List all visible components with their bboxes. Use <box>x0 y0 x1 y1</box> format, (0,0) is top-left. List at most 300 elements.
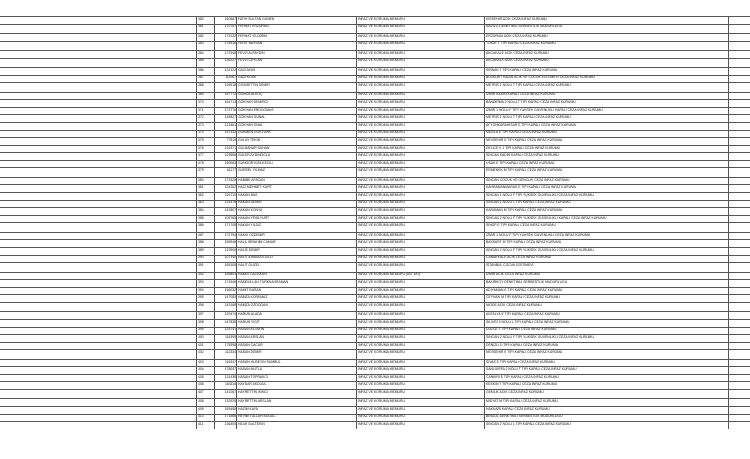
table-row <box>0 16 750 24</box>
table-row <box>0 222 750 231</box>
institution-name: SANLIURFA 2 NOLU T TIPI KAPALI CEZA INFAZ KURUMU <box>486 367 577 372</box>
row-number: 376 <box>198 145 204 150</box>
table-row <box>0 255 750 263</box>
row-number: 386 <box>198 67 204 72</box>
job-title: INFAZ VE KORUMA MEMURU <box>358 399 405 404</box>
row-number: 391 <box>198 263 204 267</box>
row-number: 398 <box>198 319 204 324</box>
institution-name: MIDYAT M TIPI KAPALI CEZA INFAZ KURUMU <box>486 399 558 404</box>
table-row <box>0 389 750 398</box>
job-title: INFAZ VE KORUMA MEMURU <box>358 92 405 97</box>
job-title: INFAZ VE KORUMA MEMURU <box>358 192 405 197</box>
institution-name: CANAKKALE ACIK CEZA INFAZ KURUMU <box>486 255 552 260</box>
sicil-number: 126710 <box>224 192 236 197</box>
row-number: 390 <box>198 255 204 260</box>
institution-name: ADIYAMAN E TIPI KAPALI CEZA INFAZ KURUMU <box>486 287 563 292</box>
column-divider <box>484 16 485 429</box>
person-name: FERIT BAYSAN <box>238 41 263 46</box>
table-row <box>0 334 750 342</box>
institution-name: AKCAKALE ACIK CEZA INFAZ KURUMU <box>486 50 549 55</box>
person-name: HAZIM KAYA <box>238 406 259 411</box>
institution-name: TOKAT T TIPI KAPALI CEZA INFAZ KURUMU <box>486 41 556 46</box>
row-number: 405 <box>198 374 204 379</box>
table-row <box>0 82 750 91</box>
sicil-number: 165105 <box>224 263 236 267</box>
sicil-number: 131436 <box>224 374 236 379</box>
person-name: GAZI KOSE <box>238 75 257 80</box>
institution-name: IZMIR 1 NOLU F TIPI YUKSEK GUVENLIKLI CEZA INFAZ KURUMU <box>486 232 591 237</box>
job-title: INFAZ VE KORUMA MEMURU <box>358 367 405 372</box>
column-divider <box>214 16 215 429</box>
job-title: INFAZ VE KORUMA MEMURU <box>358 279 405 284</box>
person-name: HAKAN DEMIR <box>238 200 262 205</box>
institution-name: GEMLIK ACIK CEZA INFAZ KURUMU <box>486 389 544 394</box>
job-title: INFAZ VE KORUMA MEMURU <box>358 75 405 80</box>
person-name: GULBAHAR SAHAN <box>238 145 270 150</box>
job-title: INFAZ VE KORUMA MEMURU <box>358 185 405 190</box>
job-title: INFAZ VE KORUMA MEMURU <box>358 145 405 150</box>
table-row <box>0 406 750 414</box>
row-number: 381 <box>198 185 204 190</box>
job-title: INFAZ VE KORUMA MEMURU <box>358 115 405 120</box>
person-name: GULER AYDINOGLU <box>238 153 271 158</box>
row-number: 388 <box>198 240 204 245</box>
job-title: INFAZ VE KORUMA MEMURU <box>358 247 405 252</box>
person-name: GONCA ALKOÇ <box>238 92 263 97</box>
column-divider <box>728 16 729 429</box>
person-name: HAMZA OZDOGAN <box>238 302 268 307</box>
table-row <box>0 58 750 67</box>
sicil-number: 116395 <box>224 334 236 339</box>
job-title: INFAZ VE KORUMA MEMURU <box>358 24 405 29</box>
institution-name: NIGDE ACIK CEZA INFAZ KURUMU <box>486 302 542 307</box>
sicil-number: 133741 <box>224 327 236 332</box>
sicil-number: 171566 <box>224 414 236 419</box>
row-number: 372 <box>198 115 204 120</box>
row-number: 385 <box>198 58 204 63</box>
table-row <box>0 359 750 367</box>
institution-name: SINCAN 2 NOLU F TIPI YUKSEK GUVENLIKLI CEZA INFAZ KURUMU <box>486 334 594 339</box>
table-row <box>0 287 750 295</box>
institution-name: KAHRAMANMARAS E TIPI KAPALI CEZA INFAZ KURUMU <box>486 185 577 190</box>
institution-name: BAYBURT M TIPI KAPALI CEZA INFAZ KURUMU <box>486 240 562 245</box>
person-name: HASAN ARSLAN <box>238 334 265 339</box>
sicil-number: 105765 <box>224 215 236 220</box>
person-name: GAZI AYAS <box>238 67 256 72</box>
table-row <box>0 152 750 160</box>
person-name: GOKMEN GOKTURK <box>238 130 271 135</box>
institution-name: SINCAN 2 NOLU F TIPI YUKSEK GUVENLIKLI KAPALI CEZA INFAZ KURUMU <box>486 215 607 220</box>
sicil-number: 136405 <box>224 422 236 427</box>
sicil-number: 116347 <box>224 359 236 364</box>
table-row <box>0 50 750 58</box>
row-number: 404 <box>198 367 204 372</box>
person-name: HEYBETULLAH BOGAC <box>238 414 276 419</box>
table-row <box>0 342 750 350</box>
institution-name: HAKKARI KAPALI CEZA INFAZ KURUMU <box>486 406 550 411</box>
person-name: HALIT ARABACIOGLU <box>238 255 273 260</box>
row-number: 396 <box>198 302 204 307</box>
institution-name: IZMIR ACIK CEZA INFAZ KURUMU <box>486 272 541 277</box>
institution-name: BOZKURT KADIN ACIK VE COCUK EGITIMEVI CEZA INFAZ KURUMU <box>486 75 595 80</box>
table-row <box>0 75 750 83</box>
person-name: HAMZA KORKMAZ <box>238 295 268 300</box>
row-number: 401 <box>198 342 204 347</box>
institution-name: ANTALYA E TIPI KAPALI CEZA INFAZ KURUMU <box>486 312 560 317</box>
row-number: 382 <box>198 192 204 197</box>
person-name: HAKKI OZDEMIR <box>238 232 265 237</box>
sicil-number: 147332 <box>224 130 236 135</box>
column-divider <box>196 16 197 429</box>
job-title: INFAZ VE KORUMA MEMURU <box>358 99 405 104</box>
row-number: 380 <box>198 177 204 182</box>
institution-name: AFYONKARAHISAR E TIPI KAPALI CEZA INFAZ KURUMU <box>486 122 577 127</box>
table-row <box>0 414 750 422</box>
sicil-number: 155803 <box>224 272 236 277</box>
job-title: INFAZ VE KORUMA MEMURU <box>358 41 405 46</box>
table-row <box>0 421 750 429</box>
sicil-number: 171946 <box>224 279 236 284</box>
person-name: HARUN YIGIT <box>238 319 260 324</box>
table-row <box>0 272 750 280</box>
sicil-number: 61177 <box>226 168 236 173</box>
institution-name: ERMENEK M TIPI KAPALI CEZA INFAZ KURUMU <box>486 168 563 173</box>
sicil-number: 175398 <box>224 342 236 347</box>
institution-name: IZMIR KADIN KAPALI CEZA INFAZ KURUMU <box>486 92 556 97</box>
sicil-number: 171708 <box>224 223 236 228</box>
row-number: 392 <box>198 272 204 277</box>
table-row <box>0 381 750 389</box>
institution-name: NEVSEHIR E TIPI KAPALI CEZA INFAZ KURUMU <box>486 350 563 355</box>
institution-name: DENIZLI D TIPI KAPALI CEZA INFAZ KURUMU <box>486 342 559 347</box>
person-name: HASAN MUTLU <box>238 367 263 372</box>
sicil-number: 143168 <box>224 302 236 307</box>
sicil-number: 147835 <box>224 319 236 324</box>
person-name: GULAY TEKIN <box>238 137 261 142</box>
sicil-number: 160567 <box>224 16 236 21</box>
table-row <box>0 279 750 287</box>
job-title: INFAZ VE KORUMA MEMURU <box>358 82 405 87</box>
job-title: INFAZ VE KORUMA MEMURU <box>358 153 405 158</box>
job-title: INFAZ VE KORUMA MEMURU <box>358 33 405 38</box>
person-name: GUNGOR KIZILKECILI <box>238 160 274 165</box>
person-name: HALIT GUZEL <box>238 263 260 267</box>
row-number: 408 <box>198 399 204 404</box>
person-name: HILMI GULTEKIN <box>238 422 265 427</box>
person-name: HALIS DEMIR <box>238 247 260 252</box>
table-row <box>0 207 750 215</box>
person-name: HABIBE AFACAN <box>238 177 265 182</box>
person-name: GIYASETTIN DEMIR <box>238 82 270 87</box>
row-number: 386 <box>198 223 204 228</box>
sicil-number: 141087 <box>224 389 236 394</box>
row-number: 393 <box>198 279 204 284</box>
table-row <box>0 130 750 138</box>
table-row <box>0 67 750 75</box>
row-number: 395 <box>198 295 204 300</box>
sicil-number: 122906 <box>224 247 236 252</box>
institution-name: SINCAN 2 NOLU F TIPI YUKSEK GUVENLIKLI CEZA INFAZ KURUMU <box>486 247 594 252</box>
table-row <box>0 319 750 327</box>
table-row <box>0 33 750 41</box>
person-name: HAKAN YESILYURT <box>238 215 270 220</box>
job-title: INFAZ VE KORUMA MEMURU <box>358 255 405 260</box>
institution-name: SINOP E TIPI KAPALI CEZA INFAZ KURUMU <box>486 223 556 228</box>
institution-name: BAKIRKOY DENETIMLI SERBESTLIK MUDURLUGU <box>486 279 568 284</box>
institution-name: METRIS 1 NOLU T TIPI KAPALI CEZA INFAZ KURUMU <box>486 82 571 87</box>
institution-name: KIRSEHIR ACIK CEZA INFAZ KURUMU <box>486 16 547 21</box>
row-number: 369 <box>198 92 204 97</box>
job-title: INFAZ VE KORUMA MEMURU <box>358 319 405 324</box>
table-row <box>0 327 750 335</box>
row-number: 397 <box>198 312 204 317</box>
sicil-number: 164713 <box>224 99 236 104</box>
institution-name: BINGOL DENETIMLI SERBESTLIK MUDURLUGU <box>486 414 563 419</box>
person-name: HAMIT BARAN <box>238 287 262 292</box>
column-divider <box>356 16 357 429</box>
row-number: 370 <box>198 99 204 104</box>
table-row <box>0 92 750 100</box>
institution-name: SINCAN COCUK VE GENCLIK CEZA INFAZ KURUMU <box>486 177 570 182</box>
job-title: INFAZ VE KORUMA MEMURU <box>358 327 405 332</box>
person-name: HASAN TOPRAKCI <box>238 374 268 379</box>
table-row <box>0 145 750 153</box>
person-name: FERHAT YILDIRIM <box>238 33 267 38</box>
person-name: HAKAN YILDIZ <box>238 223 262 228</box>
person-name: HAKAN BAS <box>238 192 258 197</box>
table-row <box>0 160 750 168</box>
table-row <box>0 24 750 33</box>
job-title: INFAZ VE KORUMA MEMURU <box>358 50 405 55</box>
institution-name: SILIVRI 3 NOLU L TIPI KAPALI CEZA INFAZ KURUMU <box>486 319 570 324</box>
job-title: INFAZ VE KORUMA MEMURU <box>358 312 405 317</box>
job-title: INFAZ VE KORUMA MEMURU <box>358 295 405 300</box>
row-number: 388 <box>198 82 204 87</box>
job-title: INFAZ VE KORUMA MEMURU <box>358 374 405 379</box>
row-number: 374 <box>198 130 204 135</box>
sicil-number: 142807 <box>224 208 236 213</box>
sicil-number: 157772 <box>224 92 236 97</box>
sicil-number: 136227 <box>224 58 236 63</box>
job-title: INFAZ VE KORUMA MEMURU <box>358 350 405 355</box>
table-row <box>0 137 750 145</box>
table-row <box>0 262 750 271</box>
table-row <box>0 177 750 185</box>
job-title: INFAZ VE KORUMA MEMURU <box>358 334 405 339</box>
institution-name: SINCAN 2 NOLU L TIPI KAPALI CEZA INFAZ KURUMU <box>486 422 571 427</box>
table-row <box>0 167 750 176</box>
person-name: HASAN ALI AKIN <box>238 327 265 332</box>
row-number: 409 <box>198 406 204 411</box>
table-row <box>0 99 750 107</box>
institution-name: SINCAN KADIN KAPALI CEZA INFAZ KURUMU <box>486 153 559 158</box>
table-row <box>0 200 750 208</box>
institution-name: KESKIN T TIPI KAPALI CEZA INFAZ KURUMU <box>486 382 558 387</box>
row-number: 406 <box>198 382 204 387</box>
sicil-number: 132925 <box>224 399 236 404</box>
row-number: 410 <box>198 414 204 419</box>
institution-name: SIVAS E TIPI KAPALI CEZA INFAZ KURUMU <box>486 359 555 364</box>
sicil-number: 129474 <box>224 312 236 317</box>
row-number: 411 <box>198 422 204 427</box>
sicil-number: 124262 <box>224 185 236 190</box>
sicil-number: 172308 <box>224 50 236 55</box>
table-row <box>0 366 750 374</box>
person-name: HARUN ALADA <box>238 312 262 317</box>
person-name: HASAN HUSEYIN SUMBUL <box>238 359 281 364</box>
job-title: INFAZ VE KORUMA MEMURU <box>358 107 405 112</box>
row-number: 377 <box>198 153 204 158</box>
job-title: INFAZ VE KORUMA MEMURU <box>358 130 405 135</box>
job-title: INFAZ VE KORUMA MEMURU <box>358 414 405 419</box>
institution-name: USAK E TIPI KAPALI CEZA INFAZ KURUMU <box>486 160 555 165</box>
person-name: FEVZI CEYLAN <box>238 58 263 63</box>
job-title: INFAZ VE KORUMA MEMURU <box>358 168 405 173</box>
row-number: 371 <box>198 107 204 112</box>
table-row <box>0 215 750 223</box>
row-number: 400 <box>198 334 204 339</box>
person-name: FEVZI ALPAYDIN <box>238 50 265 55</box>
column-divider <box>236 16 237 429</box>
sicil-number: 124478 <box>224 200 236 205</box>
table-row <box>0 247 750 255</box>
job-title: INFAZ VE KORUMA MEMURU <box>358 406 405 411</box>
person-name: HASAN CACUR <box>238 342 263 347</box>
person-name: HAYRETTIN ARSLAN <box>238 399 272 404</box>
table-row <box>0 349 750 358</box>
row-number: 383 <box>198 200 204 205</box>
table-row <box>0 114 750 122</box>
sicil-number: 145827 <box>224 115 236 120</box>
sicil-number: 107340 <box>224 255 236 260</box>
job-title: INFAZ VE KORUMA MEMURU <box>358 342 405 347</box>
row-number: 399 <box>198 327 204 332</box>
person-name: HAYRETTIN IKINCI <box>238 389 268 394</box>
job-title: INFAZ VE KORUMA MEMURU <box>358 240 405 245</box>
institution-name: SINCAN 1 NOLU L TIPI KAPALI CEZA INFAZ KURUMU <box>486 200 571 205</box>
person-name: GOKHAN ONAL <box>238 122 263 127</box>
institution-name: IZMIR 1 NOLU F TIPI YUKSEK GUVENLIKLI KAPALI CEZA INFAZ KURUMU <box>486 107 603 112</box>
person-name: FERHAT ERZURAN <box>238 24 269 29</box>
person-name: HAMDI CALISKAN <box>238 272 267 277</box>
table-row <box>0 302 750 311</box>
row-number: 389 <box>198 247 204 252</box>
institution-name: AKCAKALE ACIK CEZA INFAZ KURUMU <box>486 58 549 63</box>
row-number: 383 <box>198 41 204 46</box>
sicil-number: 77519 <box>226 137 236 142</box>
table-row <box>0 107 750 115</box>
table-row <box>0 232 750 240</box>
sicil-number: 163116 <box>224 382 236 387</box>
sicil-number: 129556 <box>224 153 236 158</box>
row-number: 375 <box>198 137 204 142</box>
sicil-number: 112334 <box>224 350 236 355</box>
row-number: 373 <box>198 122 204 127</box>
sicil-number: 131971 <box>224 145 236 150</box>
row-number: 378 <box>198 160 204 165</box>
institution-name: NAZILLI DENETIMLI SERBESTLIK MUDURLUGU <box>486 24 563 29</box>
row-number: 407 <box>198 389 204 394</box>
row-number: 382 <box>198 33 204 38</box>
job-title: INFAZ VE KORUMA MEMURU (657 4/D) <box>358 272 420 277</box>
job-title: INFAZ VE KORUMA MEMURU <box>358 287 405 292</box>
institution-name: CEYHAN M TIPI KAPALI CEZA INFAZ KURUMU <box>486 295 560 300</box>
person-name: GOKHAN ERDOGMUS <box>238 107 274 112</box>
institution-name: ERZURUM ACIK CEZA INFAZ KURUMU <box>486 33 548 38</box>
institution-name: SINCAN 1 NOLU F TIPI YUKSEK GUVENLIKLI CEZA INFAZ KURUMU <box>486 192 594 197</box>
sicil-number: 155948 <box>224 240 236 245</box>
institution-name: DELICE K 1 TIPI KAPALI CEZA INFAZ KURUMU <box>486 145 561 150</box>
table-row <box>0 311 750 319</box>
job-title: INFAZ VE KORUMA MEMURU <box>358 302 405 307</box>
sicil-number: 172794 <box>224 232 236 237</box>
institution-name: SIRNAK T TIPI KAPALI CEZA INFAZ KURUMU <box>486 67 558 72</box>
table-row <box>0 184 750 192</box>
person-name: FATIH SULTAN GUNEN <box>238 16 275 21</box>
row-number: 387 <box>198 232 204 237</box>
institution-name: BANDIRMA 2 NOLU T TIPI KAPALI CEZA INFAZ KURUMU <box>486 99 576 104</box>
sicil-number: 178047 <box>224 367 236 372</box>
sicil-number: 172328 <box>224 177 236 182</box>
row-number: 380 <box>198 16 204 21</box>
table-row <box>0 41 750 50</box>
institution-name: CANKIRI E TIPI KAPALI CEZA INFAZ KURUMU <box>486 374 559 379</box>
institution-name: DUZCE T TIPI KAPALI CEZA INFAZ KURUMU <box>486 327 557 332</box>
sicil-number: 159458 <box>224 406 236 411</box>
job-title: INFAZ VE KORUMA MEMURU <box>358 215 405 220</box>
row-number: 394 <box>198 287 204 292</box>
sicil-number: 156032 <box>224 287 236 292</box>
person-name: HAMDULLAH TURKKAHRAMAN <box>238 279 289 284</box>
table-row <box>0 398 750 406</box>
person-name: HASAN DEMIR <box>238 350 262 355</box>
job-title: INFAZ VE KORUMA MEMURU <box>358 232 405 237</box>
personnel-table <box>0 16 750 429</box>
institution-name: MUGLA E TIPI KAPALI CEZA INFAZ KURUMU <box>486 130 557 135</box>
job-title: INFAZ VE KORUMA MEMURU <box>358 137 405 142</box>
job-title: INFAZ VE KORUMA MEMURU <box>358 422 405 427</box>
row-number: 402 <box>198 350 204 355</box>
sicil-number: 132122 <box>224 67 236 72</box>
sicil-number: 159063 <box>224 160 236 165</box>
job-title: INFAZ VE KORUMA MEMURU <box>358 359 405 364</box>
institution-name: ISTANBUL COCUK EGITIMEVI <box>486 263 534 267</box>
table-row <box>0 122 750 130</box>
institution-name: KARAMAN M TIPI KAPALI CEZA INFAZ KURUMU <box>486 208 563 213</box>
row-number: 385 <box>198 215 204 220</box>
job-title: INFAZ VE KORUMA MEMURU <box>358 67 405 72</box>
job-title: INFAZ VE KORUMA MEMURU <box>358 208 405 213</box>
table-row <box>0 192 750 200</box>
person-name: HALIL IBRAHIM CAMUR <box>238 240 276 245</box>
table-row <box>0 374 750 382</box>
table-row <box>0 239 750 247</box>
sicil-number: 172776 <box>224 107 236 112</box>
row-number: 384 <box>198 208 204 213</box>
table-row <box>0 294 750 302</box>
job-title: INFAZ VE KORUMA MEMURU <box>358 16 405 21</box>
institution-name: METRIS 1 NOLU T TIPI KAPALI CEZA INFAZ KURUMU <box>486 115 571 120</box>
job-title: INFAZ VE KORUMA MEMURU <box>358 177 405 182</box>
person-name: HACI MEHMET KURT <box>238 185 272 190</box>
job-title: INFAZ VE KORUMA MEMURU <box>358 389 405 394</box>
sicil-number: 170757 <box>224 24 236 29</box>
row-number: 381 <box>198 24 204 29</box>
row-number: 384 <box>198 50 204 55</box>
sicil-number: 123461 <box>224 122 236 127</box>
person-name: HAKAN KONYA <box>238 208 263 213</box>
institution-name: NEVSEHIR E TIPI KAPALI CEZA INFAZ KURUMU <box>486 137 563 142</box>
